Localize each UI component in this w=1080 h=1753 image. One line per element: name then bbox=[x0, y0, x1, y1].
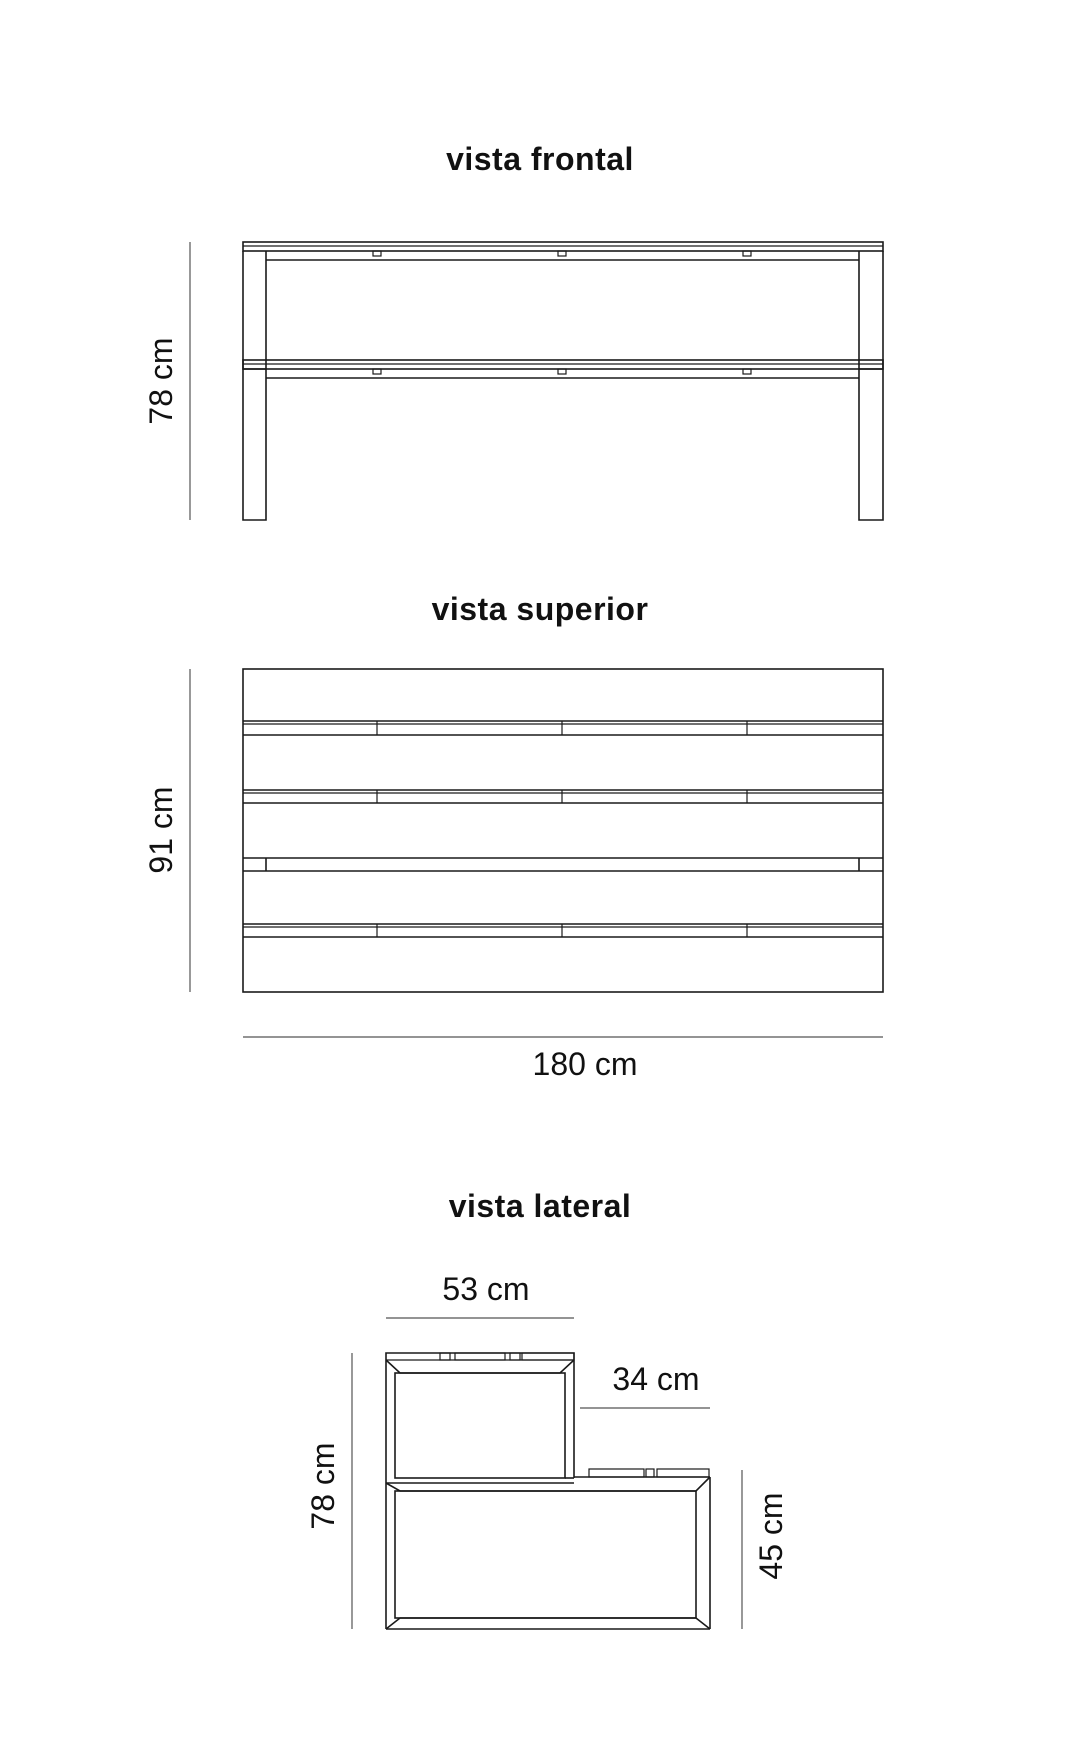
top-depth-label: 91 cm bbox=[143, 786, 179, 874]
top-width-label: 180 cm bbox=[532, 1046, 638, 1082]
side-total-height-label: 78 cm bbox=[305, 1442, 341, 1530]
side-view-title: vista lateral bbox=[448, 1188, 632, 1224]
top-view bbox=[143, 591, 883, 1082]
side-view bbox=[305, 1188, 789, 1629]
front-view bbox=[143, 141, 883, 520]
top-view-title: vista superior bbox=[431, 591, 649, 627]
front-height-label: 78 cm bbox=[143, 337, 179, 425]
side-upper-depth-label: 53 cm bbox=[442, 1271, 530, 1307]
front-view-title: vista frontal bbox=[446, 141, 634, 177]
side-lower-depth-label: 34 cm bbox=[612, 1361, 700, 1397]
front-view-drawing bbox=[243, 242, 883, 520]
side-seat-height-label: 45 cm bbox=[753, 1492, 789, 1580]
top-view-drawing bbox=[243, 669, 883, 992]
